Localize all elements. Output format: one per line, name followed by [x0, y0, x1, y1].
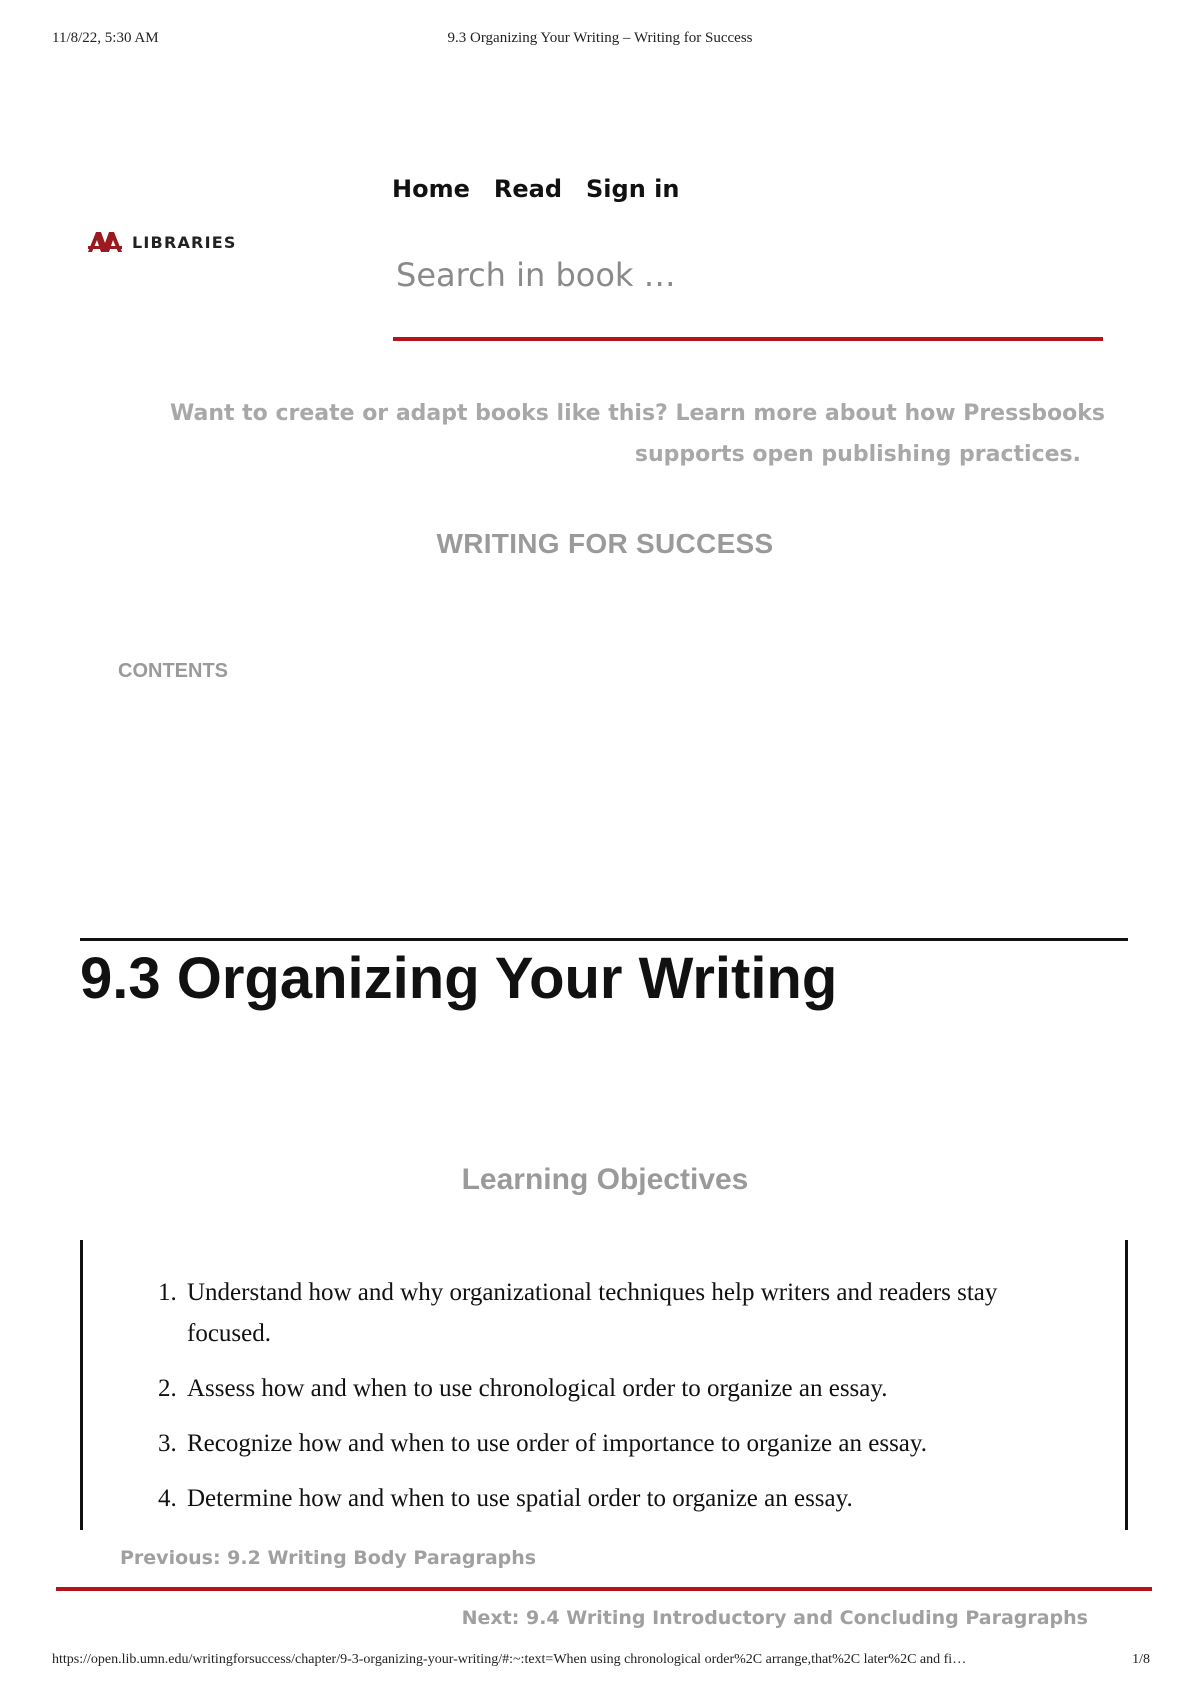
nav-home-link[interactable]: Home: [392, 175, 470, 203]
print-url: https://open.lib.umn.edu/writingforsuccess/chapter/9-3-organizing-your-writing/#:~:text=When using chronological order%2C arrange,that%2C later%2C and fi…: [52, 1652, 967, 1667]
objective-text: Understand how and why organizational techniques help writers and readers stay focused.: [187, 1279, 998, 1347]
learning-objectives-heading: Learning Objectives: [461, 1163, 749, 1196]
libraries-logo[interactable]: [88, 232, 237, 252]
objective-text: Recognize how and when to use order of importance to organize an essay.: [187, 1430, 928, 1457]
objective-number: 1.: [158, 1279, 177, 1306]
learning-objectives-box: [80, 1240, 1128, 1530]
chapter-title: 9.3 Organizing Your Writing: [80, 946, 838, 1011]
nav-sign-in-link[interactable]: Sign in: [586, 175, 680, 203]
contents-toggle[interactable]: CONTENTS: [118, 660, 228, 682]
logo-text: LIBRARIES: [132, 232, 237, 252]
objective-number: 4.: [158, 1485, 177, 1512]
nav-read-link[interactable]: Read: [493, 175, 562, 203]
title-divider: [80, 938, 1128, 941]
promo-line-1: Want to create or adapt books like this? Learn more about how Pressbooks: [169, 401, 1105, 426]
search-box: [394, 248, 1102, 302]
objective-text: Determine how and when to use spatial order to organize an essay.: [187, 1485, 853, 1512]
objective-item: [158, 1368, 1078, 1409]
promo-line-2: supports open publishing practices.: [634, 442, 1081, 467]
print-datetime: 11/8/22, 5:30 AM: [52, 30, 159, 46]
top-nav: [392, 175, 679, 203]
search-underline: [393, 337, 1103, 341]
print-header: [0, 30, 1200, 54]
print-footer: [0, 1652, 1200, 1676]
objective-item: [158, 1272, 1078, 1354]
university-m-logo-icon: [88, 232, 122, 252]
pressbooks-promo[interactable]: [160, 393, 1105, 475]
book-title[interactable]: WRITING FOR SUCCESS: [436, 528, 774, 559]
objective-item: [158, 1478, 1078, 1519]
objective-number: 3.: [158, 1430, 177, 1457]
print-page-number: 1/8: [1132, 1652, 1150, 1667]
print-page-title: 9.3 Organizing Your Writing – Writing for Success: [447, 30, 753, 46]
pager-divider: [56, 1587, 1152, 1591]
objective-text: Assess how and when to use chronological order to organize an essay.: [187, 1375, 888, 1402]
objective-item: [158, 1423, 1078, 1464]
search-input[interactable]: [394, 248, 1106, 302]
next-chapter-link[interactable]: Next: 9.4 Writing Introductory and Concluding Paragraphs: [461, 1607, 1088, 1629]
previous-chapter-link[interactable]: Previous: 9.2 Writing Body Paragraphs: [120, 1547, 537, 1569]
objective-number: 2.: [158, 1375, 177, 1402]
learning-objectives-list: [158, 1272, 1078, 1533]
